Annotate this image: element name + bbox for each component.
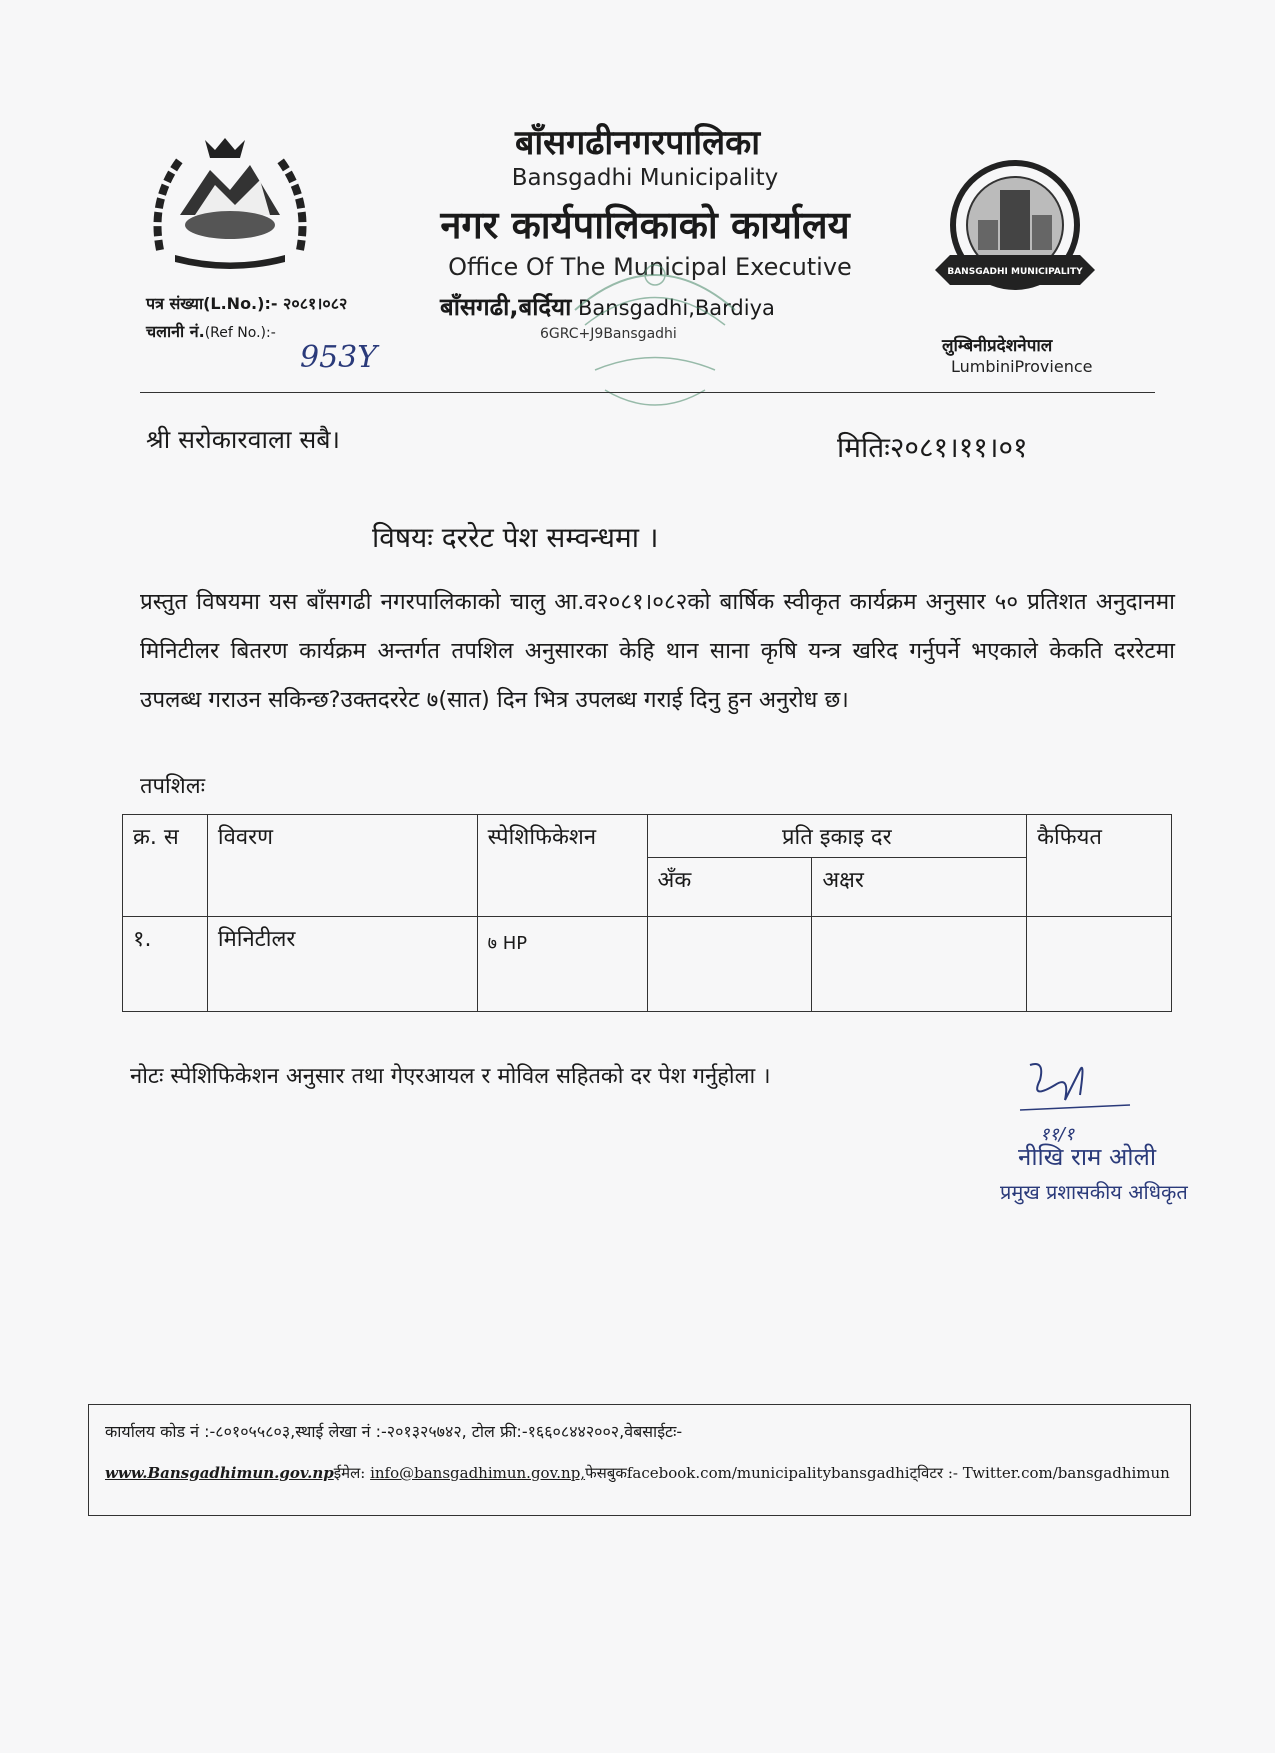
header-specification: स्पेशिफिकेशन bbox=[477, 815, 647, 917]
cell-remarks bbox=[1027, 917, 1172, 1012]
header-words: अक्षर bbox=[812, 858, 1027, 917]
header-description: विवरण bbox=[207, 815, 477, 917]
cell-description: मिनिटीलर bbox=[207, 917, 477, 1012]
letter-subject: विषयः दररेट पेश सम्वन्धमा । bbox=[372, 521, 659, 554]
recipient: श्री सरोकारवाला सबै। bbox=[146, 425, 341, 454]
ref-label-nepali: चलानी नं. bbox=[146, 322, 205, 341]
table-header-row bbox=[123, 815, 1172, 858]
province-nepali: लुम्बिनीप्रदेशनेपाल bbox=[942, 336, 1053, 356]
province-english: LumbiniProvience bbox=[951, 357, 1093, 376]
office-name-english: Office Of The Municipal Executive bbox=[448, 253, 852, 281]
letter-date: मितिः२०८१।११।०१ bbox=[837, 431, 1028, 464]
twitter-link[interactable]: :- Twitter.com/bansgadhimun bbox=[947, 1464, 1170, 1482]
email-label: ईमेल: bbox=[333, 1464, 366, 1482]
signer-name: नीखि राम ओली bbox=[1018, 1143, 1157, 1171]
header-divider bbox=[140, 392, 1155, 393]
header-sn: क्र. स bbox=[123, 815, 208, 917]
facebook-link[interactable]: facebook.com/municipalitybansgadhi bbox=[626, 1464, 910, 1482]
cell-words bbox=[812, 917, 1027, 1012]
cell-specification: ७ HP bbox=[477, 917, 647, 1012]
website-link[interactable]: www.Bansgadhimun.gov.np bbox=[105, 1464, 334, 1482]
twitter-label: ट्विटर bbox=[909, 1464, 944, 1482]
cell-figures bbox=[647, 917, 812, 1012]
org-name-english: Bansgadhi Municipality bbox=[511, 165, 779, 191]
logo-banner-text: BANSGADHI MUNICIPALITY bbox=[947, 267, 1083, 277]
rate-table bbox=[122, 814, 1172, 1012]
office-name-nepali: नगर कार्यपालिकाको कार्यालय bbox=[440, 203, 850, 247]
facebook-label: फेसबुक bbox=[585, 1464, 627, 1482]
signature-icon bbox=[1010, 1055, 1150, 1150]
signature-date: ११/१ bbox=[1040, 1124, 1075, 1145]
plus-code: 6GRC+J9Bansgadhi bbox=[540, 326, 677, 342]
org-name-nepali: बाँसगढीनगरपालिका bbox=[514, 123, 761, 163]
footer-office-details: कार्यालय कोड नं :-८०१०५५८०३,स्थाई लेखा नं :-२०१३२५७४२, टोल फ्री:-१६६०८४४२००२,वेबसाईटः- bbox=[105, 1422, 683, 1441]
cell-sn: १. bbox=[123, 917, 208, 1012]
letter-note: नोटः स्पेशिफिकेशन अनुसार तथा गेएरआयल र मोविल सहितको दर पेश गर्नुहोला । bbox=[130, 1064, 771, 1089]
signer-title: प्रमुख प्रशासकीय अधिकृत bbox=[1000, 1180, 1188, 1204]
office-stamp-icon bbox=[555, 250, 755, 420]
header-rate-per-unit: प्रति इकाइ दर bbox=[647, 815, 1027, 858]
header-remarks: कैफियत bbox=[1027, 815, 1172, 917]
table-row bbox=[123, 917, 1172, 1012]
details-label: तपशिलः bbox=[140, 774, 206, 799]
ref-label-english: (Ref No.):- bbox=[204, 325, 276, 341]
reference-number-label bbox=[146, 320, 276, 342]
location-english: Bansgadhi,Bardiya bbox=[578, 296, 775, 320]
header-figures: अँक bbox=[647, 858, 812, 917]
letter-body: प्रस्तुत विषयमा यस बाँसगढी नगरपालिकाको चालु आ.व२०८१।०८२को बार्षिक स्वीकृत कार्यक्रम अनुसार ५० प्रतिशत अनुदानमा मिनिटीलर बितरण कार्यक्रम अन्तर्गत तपशिल अनुसारका केहि थान साना कृषि यन्त्र खरिद गर्नुपर्ने भएकाले केकति दररेटमा उपलब्ध गराउन सकिन्छ?उक्तदररेट ७(सात) दिन भित्र उपलब्ध गराई दिनु हुन अनुरोध छ। bbox=[140, 589, 1175, 713]
handwritten-ref-number: 953Y bbox=[300, 340, 378, 375]
letter-number: पत्र संख्या(L.No.):- २०८१।०८२ bbox=[146, 294, 348, 313]
email-link[interactable]: info@bansgadhimun.gov.np, bbox=[370, 1464, 586, 1482]
footer-contacts bbox=[105, 1463, 1170, 1483]
location-nepali: बाँसगढी,बर्दिया bbox=[440, 293, 572, 321]
